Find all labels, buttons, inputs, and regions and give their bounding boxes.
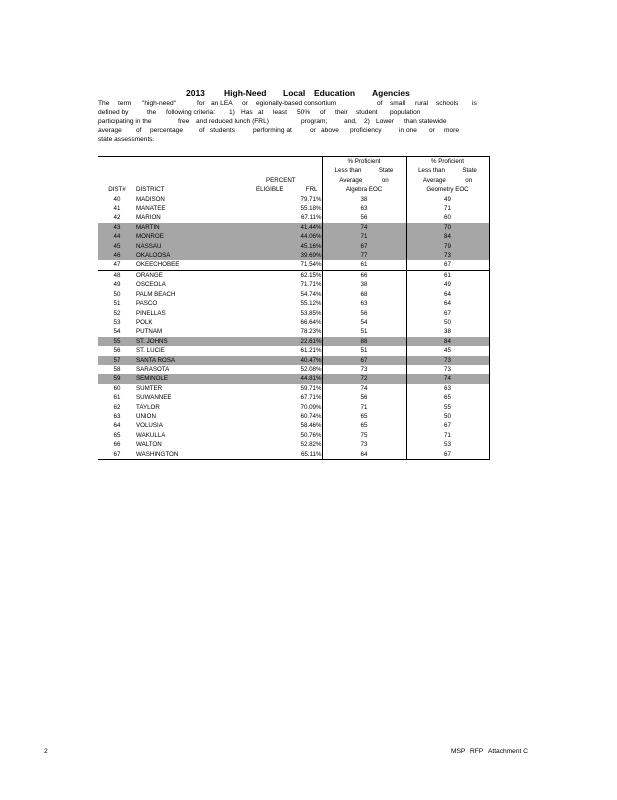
frl-cell: 55.12% — [254, 299, 322, 308]
intro-word: of — [320, 109, 326, 116]
algebra-cell: 71 — [322, 232, 406, 241]
intro-word: rural — [415, 100, 429, 107]
dist-cell: 44 — [98, 232, 136, 241]
intro-word: performing at — [253, 127, 292, 134]
intro-word: or — [242, 100, 248, 107]
header-algebra-eoc: Algebra EOC — [322, 185, 406, 194]
geometry-cell: 49 — [406, 195, 489, 204]
geometry-cell: 65 — [406, 393, 489, 402]
algebra-cell: 38 — [322, 195, 406, 204]
district-cell: PALM BEACH — [136, 290, 176, 298]
intro-word: state assessments. — [98, 136, 155, 143]
algebra-cell: 66 — [322, 270, 406, 280]
intro-word: the — [147, 109, 157, 116]
algebra-cell: 74 — [322, 384, 406, 393]
table-row — [98, 232, 489, 241]
district-cell: TAYLOR — [136, 403, 160, 411]
intro-word: defined by — [98, 109, 129, 116]
intro-word: and reduced lunch (FRL) — [196, 118, 269, 125]
district-cell: SEMINOLE — [136, 374, 254, 383]
algebra-cell: 88 — [322, 337, 406, 346]
algebra-cell: 75 — [322, 431, 406, 440]
frl-cell: 40.47% — [254, 356, 322, 365]
intro-word: egionally-based consortium — [256, 100, 337, 107]
district-cell: SANTA ROSA — [136, 356, 254, 365]
intro-word: more — [444, 127, 460, 134]
dist-cell: 61 — [113, 394, 121, 402]
intro-word: and, — [344, 118, 357, 125]
intro-word: of — [136, 127, 142, 134]
district-cell: MONROE — [136, 232, 254, 241]
intro-word: small — [390, 100, 406, 107]
header-geometry-less-than: Less than — [418, 167, 445, 175]
algebra-cell: 71 — [322, 403, 406, 412]
district-cell: MANATEE — [136, 205, 166, 213]
intro-word: at — [258, 109, 264, 116]
frl-cell: 44.06% — [254, 232, 322, 241]
intro-word: 50% — [297, 109, 311, 116]
dist-cell: 52 — [113, 309, 121, 317]
geometry-cell: 73 — [406, 251, 489, 260]
table-row — [98, 440, 489, 449]
geometry-cell: 55 — [406, 403, 489, 412]
intro-word: participating in the — [98, 118, 152, 125]
district-cell: PASCO — [136, 300, 158, 308]
dist-cell: 63 — [113, 412, 121, 420]
high-need-table — [98, 156, 490, 460]
intro-word: following criteria: — [166, 109, 216, 116]
table-row — [98, 346, 489, 355]
table-row — [98, 251, 489, 260]
district-cell: POLK — [136, 318, 153, 326]
intro-word: above — [321, 127, 339, 134]
table-row — [98, 393, 489, 402]
header-row — [98, 176, 489, 185]
frl-cell: 45.16% — [254, 242, 322, 251]
dist-cell: 45 — [98, 242, 136, 251]
header-row — [98, 185, 489, 194]
intro-word: for — [197, 100, 205, 107]
header-geometry-line-2 — [406, 166, 489, 175]
dist-cell: 64 — [113, 422, 121, 430]
intro-word: term — [118, 100, 132, 107]
header-algebra-line-3 — [322, 176, 406, 185]
table-row — [98, 242, 489, 251]
dist-cell: 66 — [113, 441, 121, 449]
frl-cell: 60.74% — [254, 412, 322, 421]
geometry-cell: 60 — [406, 213, 489, 222]
geometry-cell: 71 — [406, 204, 489, 213]
table-row — [98, 327, 489, 336]
frl-cell: 54.74% — [254, 290, 322, 299]
header-district: DISTRICT — [136, 186, 165, 194]
district-cell: WALTON — [136, 441, 162, 449]
algebra-cell: 73 — [322, 365, 406, 374]
frl-cell: 39.69% — [254, 251, 322, 260]
frl-cell: 62.15% — [254, 270, 322, 280]
geometry-cell: 79 — [406, 242, 489, 251]
geometry-cell: 53 — [406, 440, 489, 449]
intro-word: Has — [241, 109, 253, 116]
geometry-cell: 84 — [406, 232, 489, 241]
algebra-cell: 72 — [322, 374, 406, 383]
intro-word: program; — [301, 118, 328, 125]
table-row — [98, 421, 489, 430]
header-algebra-line-2 — [322, 166, 406, 175]
geometry-cell: 67 — [406, 450, 489, 460]
table-body — [98, 195, 489, 460]
dist-cell: 65 — [113, 431, 121, 439]
geometry-cell: 64 — [406, 290, 489, 299]
algebra-cell: 65 — [322, 412, 406, 421]
intro-word: schools — [436, 100, 459, 107]
district-cell: WASHINGTON — [136, 450, 254, 460]
intro-word: free — [178, 118, 190, 125]
frl-cell: 70.09% — [254, 403, 322, 412]
header-geometry-eoc: Geometry EOC — [406, 185, 489, 194]
table-row — [98, 270, 489, 280]
table-row — [98, 450, 489, 460]
header-eligible-frl — [254, 185, 322, 194]
title-word-agencies: Agencies — [372, 88, 410, 98]
footer-attachment: Attachment C — [488, 748, 528, 755]
dist-cell: 56 — [113, 347, 121, 355]
intro-word: proficiency — [350, 127, 382, 134]
frl-cell: 52.08% — [254, 365, 322, 374]
algebra-cell: 51 — [322, 346, 406, 355]
header-geometry-on: on — [465, 176, 473, 184]
intro-word: 2) — [364, 118, 370, 125]
header-algebra-on: on — [381, 176, 389, 184]
table-row — [98, 412, 489, 421]
frl-cell: 22.61% — [254, 337, 322, 346]
frl-cell: 44.81% — [254, 374, 322, 383]
geometry-cell: 50 — [406, 318, 489, 327]
dist-cell: 50 — [113, 290, 121, 298]
header-dist: DIST# — [108, 186, 126, 194]
table-row — [98, 213, 489, 222]
intro-word: in one — [399, 127, 417, 134]
algebra-cell: 64 — [322, 450, 406, 460]
footer-rfp: RFP — [470, 748, 484, 755]
frl-cell: 66.64% — [254, 318, 322, 327]
dist-cell: 58 — [113, 365, 121, 373]
footer-msp: MSP — [451, 748, 466, 755]
dist-cell: 41 — [113, 205, 121, 213]
dist-cell: 40 — [113, 195, 121, 203]
district-cell: OSCEOLA — [136, 281, 166, 289]
title-word-local: Local — [283, 88, 306, 98]
intro-word: Lower — [376, 118, 394, 125]
frl-cell: 50.76% — [254, 431, 322, 440]
geometry-cell: 71 — [406, 431, 489, 440]
district-cell: ST. JOHNS — [136, 337, 254, 346]
district-cell: SARASOTA — [136, 365, 170, 373]
dist-cell: 47 — [98, 260, 136, 270]
district-cell: ORANGE — [136, 271, 163, 279]
geometry-cell: 67 — [406, 421, 489, 430]
frl-cell: 53.85% — [254, 309, 322, 318]
table-row — [98, 260, 489, 270]
title-year: 2013 — [186, 88, 205, 98]
table-row — [98, 431, 489, 440]
title-word-high-need: High-Need — [224, 88, 267, 98]
district-cell: SUWANNEE — [136, 394, 172, 402]
district-cell: WAKULLA — [136, 431, 166, 439]
district-cell: MADISON — [136, 195, 165, 203]
algebra-cell: 67 — [322, 242, 406, 251]
geometry-cell: 84 — [406, 337, 489, 346]
table-row — [98, 299, 489, 308]
header-algebra-less-than: Less than — [334, 167, 362, 175]
header-geometry-state: State — [462, 167, 477, 175]
table-row — [98, 374, 489, 383]
header-geometry-line-3 — [406, 176, 489, 185]
algebra-cell: 54 — [322, 318, 406, 327]
intro-word: or — [429, 127, 435, 134]
intro-word: 1) — [229, 109, 235, 116]
dist-cell: 51 — [113, 300, 121, 308]
geometry-cell: 45 — [406, 346, 489, 355]
frl-cell: 52.82% — [254, 440, 322, 449]
algebra-cell: 56 — [322, 213, 406, 222]
intro-word: of — [377, 100, 383, 107]
frl-cell: 58.46% — [254, 421, 322, 430]
frl-cell: 65.11% — [254, 450, 322, 460]
geometry-cell: 61 — [406, 270, 489, 280]
table-row — [98, 384, 489, 393]
dist-cell: 43 — [98, 223, 136, 232]
dist-cell: 67 — [98, 450, 136, 460]
frl-cell: 78.23% — [254, 327, 322, 336]
geometry-cell: 49 — [406, 280, 489, 289]
header-algebra-average: Average — [339, 176, 363, 184]
intro-word: student — [356, 109, 378, 116]
table-row — [98, 356, 489, 365]
header-algebra-state: State — [378, 167, 394, 175]
district-cell: ST. LUCIE — [136, 347, 165, 355]
district-cell: SUMTER — [136, 384, 163, 392]
intro-word: least — [273, 109, 287, 116]
dist-cell: 54 — [113, 328, 121, 336]
algebra-cell: 63 — [322, 204, 406, 213]
district-cell: OKEECHOBEE — [136, 260, 254, 270]
table-row — [98, 195, 489, 204]
geometry-cell: 64 — [406, 299, 489, 308]
dist-cell: 53 — [113, 318, 121, 326]
frl-cell: 61.21% — [254, 346, 322, 355]
dist-cell: 48 — [113, 271, 121, 279]
algebra-cell: 65 — [322, 421, 406, 430]
district-cell: PUTNAM — [136, 328, 163, 336]
district-cell: NASSAU — [136, 242, 254, 251]
header-geometry-average: Average — [422, 176, 446, 184]
algebra-cell: 74 — [322, 223, 406, 232]
frl-cell: 71.54% — [254, 260, 322, 270]
algebra-cell: 67 — [322, 356, 406, 365]
header-row — [98, 157, 489, 167]
header-percent: PERCENT — [254, 176, 322, 185]
frl-cell: 79.71% — [254, 195, 322, 204]
dist-cell: 60 — [113, 384, 121, 392]
geometry-cell: 73 — [406, 356, 489, 365]
intro-word: percentage — [150, 127, 183, 134]
dist-cell: 59 — [98, 374, 136, 383]
intro-word: population — [390, 109, 421, 116]
title-word-education: Education — [314, 88, 356, 98]
algebra-cell: 38 — [322, 280, 406, 289]
algebra-cell: 68 — [322, 290, 406, 299]
table-row — [98, 365, 489, 374]
dist-cell: 57 — [98, 356, 136, 365]
geometry-cell: 63 — [406, 384, 489, 393]
frl-cell: 67.11% — [254, 213, 322, 222]
district-cell: MARION — [136, 214, 161, 222]
header-eligible: ELIGIBLE — [256, 186, 284, 194]
table-row — [98, 337, 489, 346]
table-row — [98, 403, 489, 412]
district-cell: VOLUSIA — [136, 422, 163, 430]
header-row — [98, 166, 489, 175]
header-frl: FRL — [305, 186, 318, 194]
algebra-cell: 77 — [322, 251, 406, 260]
dist-cell: 55 — [98, 337, 136, 346]
dist-cell: 46 — [98, 251, 136, 260]
table-row — [98, 223, 489, 232]
intro-word: "high-need" — [142, 100, 177, 107]
algebra-cell: 73 — [322, 440, 406, 449]
intro-word: average — [98, 127, 122, 134]
geometry-cell: 50 — [406, 412, 489, 421]
district-cell: PINELLAS — [136, 309, 166, 317]
dist-cell: 62 — [113, 403, 121, 411]
intro-word: or — [310, 127, 316, 134]
intro-word: their — [335, 109, 348, 116]
geometry-cell: 67 — [406, 309, 489, 318]
district-cell: UNION — [136, 412, 156, 420]
dist-cell: 49 — [113, 281, 121, 289]
intro-word: students — [210, 127, 235, 134]
algebra-cell: 56 — [322, 393, 406, 402]
table-row — [98, 280, 489, 289]
geometry-cell: 73 — [406, 365, 489, 374]
frl-cell: 67.71% — [254, 393, 322, 402]
table-row — [98, 318, 489, 327]
geometry-cell: 70 — [406, 223, 489, 232]
algebra-cell: 51 — [322, 327, 406, 336]
district-cell: MARTIN — [136, 223, 254, 232]
frl-cell: 59.71% — [254, 384, 322, 393]
geometry-cell: 38 — [406, 327, 489, 336]
table-row — [98, 290, 489, 299]
frl-cell: 41.44% — [254, 223, 322, 232]
frl-cell: 71.71% — [254, 280, 322, 289]
geometry-cell: 74 — [406, 374, 489, 383]
frl-cell: 55.18% — [254, 204, 322, 213]
algebra-cell: 61 — [322, 260, 406, 270]
dist-cell: 42 — [113, 214, 121, 222]
header-geometry-line-1: % Proficient — [406, 157, 489, 167]
intro-word: of — [199, 127, 205, 134]
algebra-cell: 63 — [322, 299, 406, 308]
intro-word: The — [98, 100, 110, 107]
intro-word: than statewide — [404, 118, 447, 125]
intro-word: is — [472, 100, 477, 107]
geometry-cell: 67 — [406, 260, 489, 270]
algebra-cell: 56 — [322, 309, 406, 318]
page-number: 2 — [44, 748, 48, 755]
header-algebra-line-1: % Proficient — [322, 157, 406, 167]
district-cell: OKALOOSA — [136, 251, 254, 260]
table-row — [98, 204, 489, 213]
intro-word: an LEA — [211, 100, 233, 107]
table-row — [98, 309, 489, 318]
